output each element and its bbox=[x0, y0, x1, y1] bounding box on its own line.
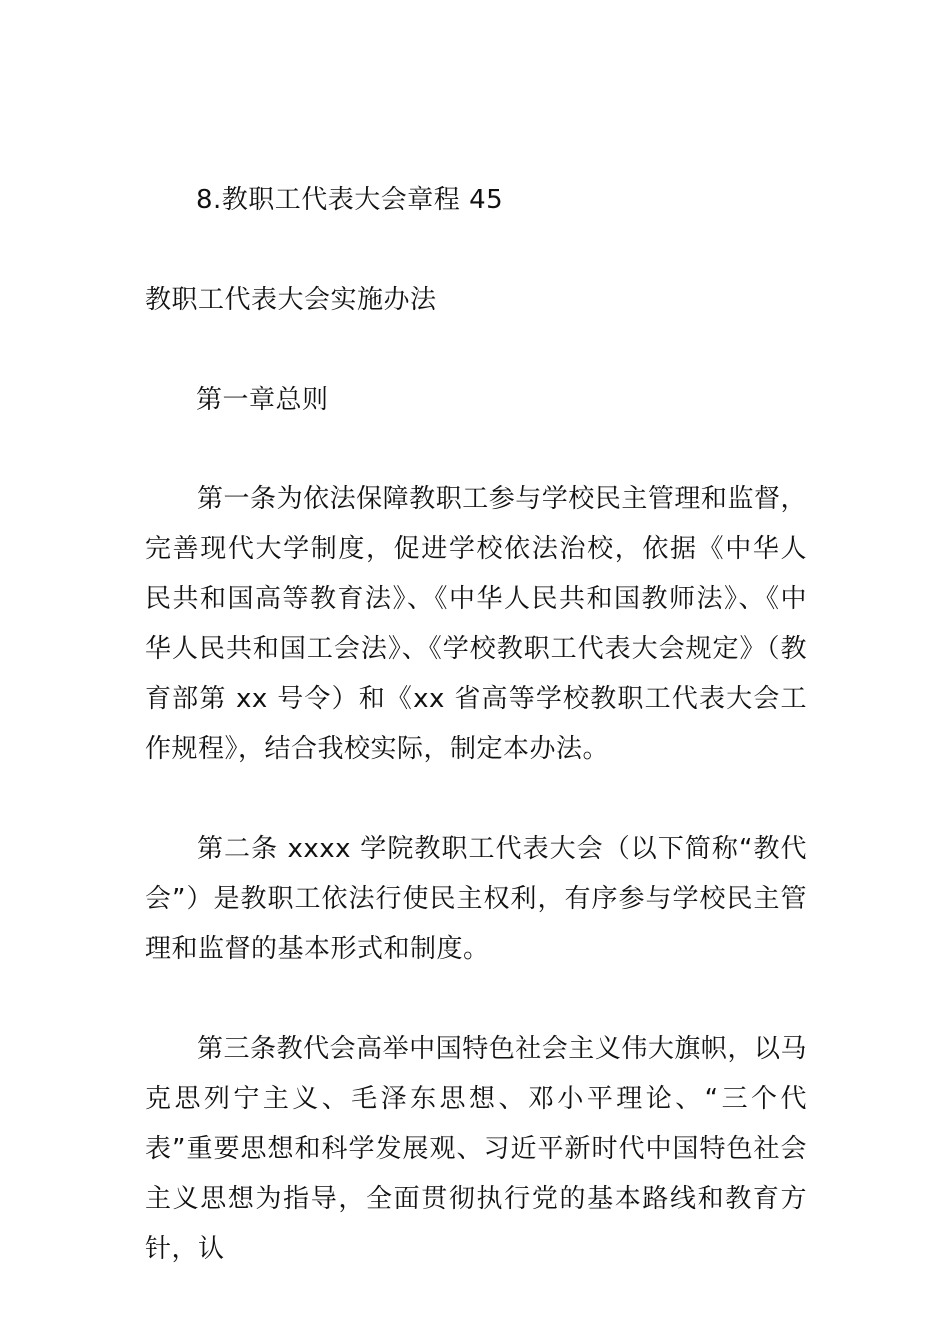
article-3-paragraph: 第三条教代会高举中国特色社会主义伟大旗帜，以马克思列宁主义、毛泽东思想、邓小平理论、“三个代表”重要思想和科学发展观、习近平新时代中国特色社会主义思想为指导，全面贯彻执行党的基本路线和教育方针，认 bbox=[145, 1034, 807, 1264]
toc-entry: 8.教职工代表大会章程 45 bbox=[196, 185, 504, 215]
article-1-paragraph: 第一条为依法保障教职工参与学校民主管理和监督，完善现代大学制度，促进学校依法治校，依据《中华人民共和国高等教育法》、《中华人民共和国教师法》、《中华人民共和国工会法》、《学校教职工代表大会规定》（教育部第 xx 号令）和《xx 省高等学校教职工代表大会工作规程》，结合我校实际，制定本办法。 bbox=[145, 484, 807, 764]
article-2-paragraph: 第二条 xxxx 学院教职工代表大会（以下简称“教代会”）是教职工依法行使民主权利，有序参与学校民主管理和监督的基本形式和制度。 bbox=[145, 834, 807, 964]
document-title: 教职工代表大会实施办法 bbox=[145, 285, 437, 315]
chapter-heading: 第一章总则 bbox=[196, 385, 329, 415]
